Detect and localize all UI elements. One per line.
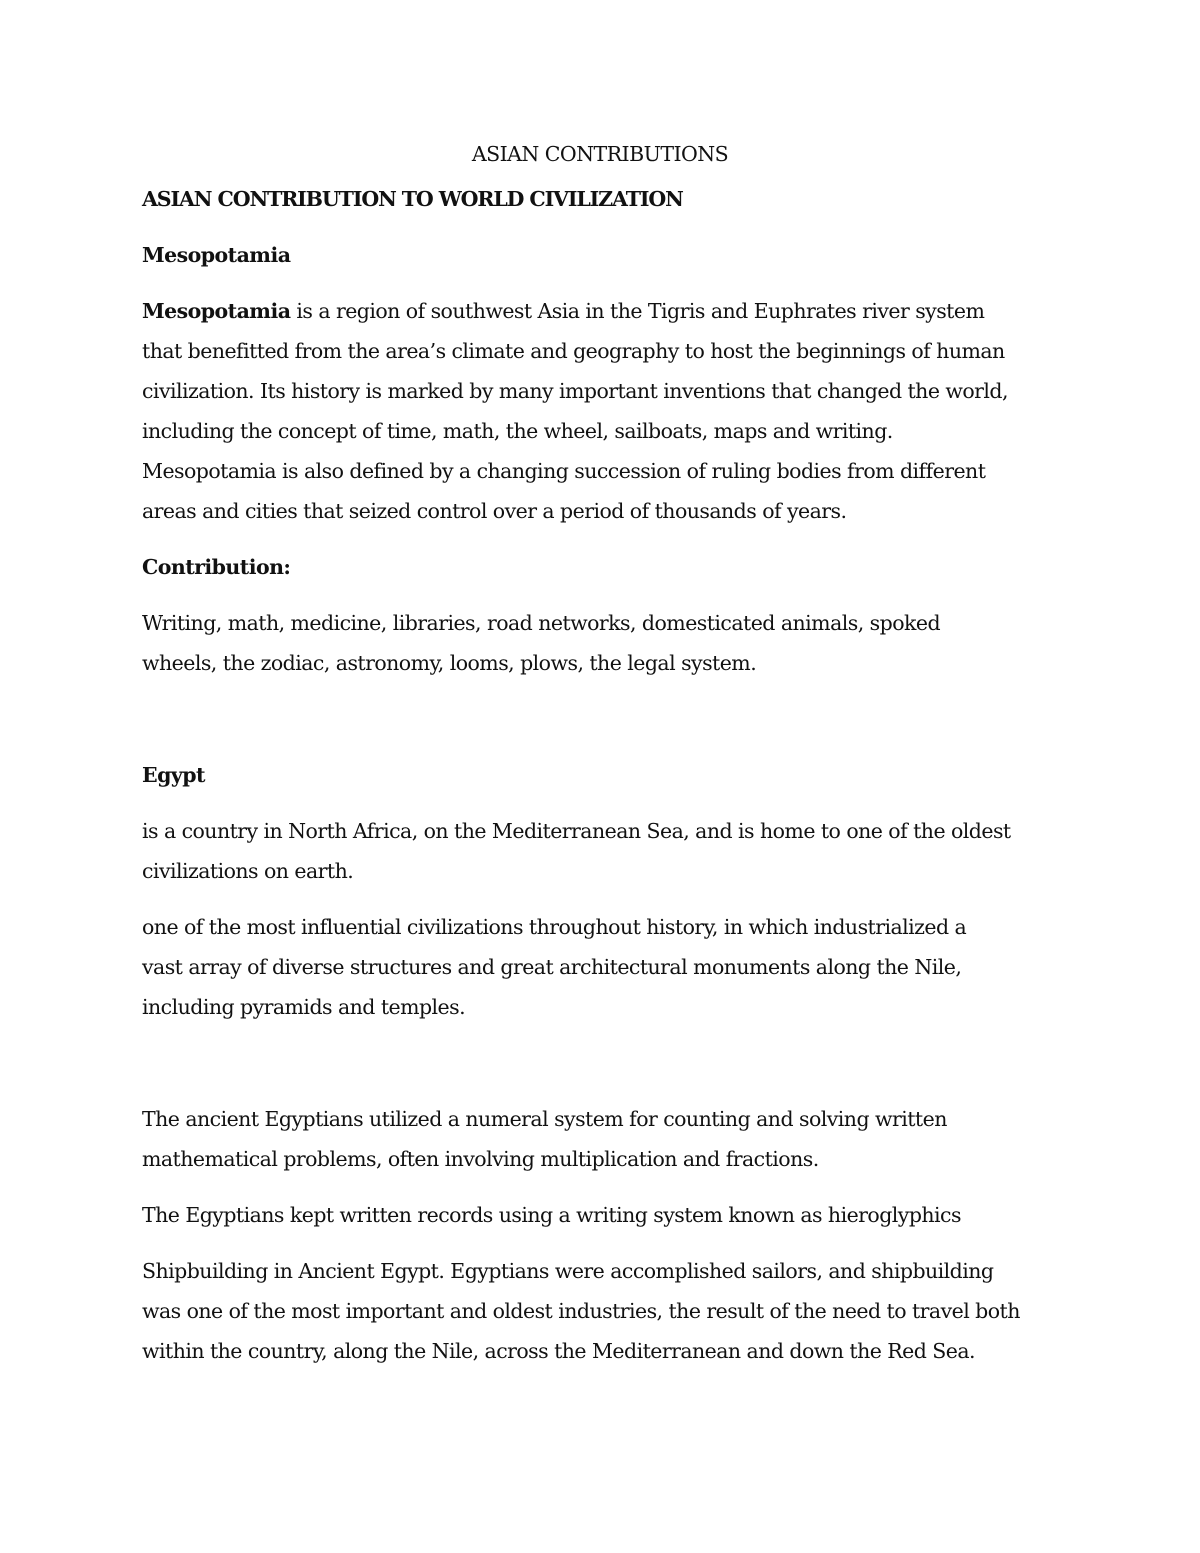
paragraph-line: The Egyptians kept written records using a writing system known as hieroglyphics: [142, 1203, 961, 1227]
paragraph-line: Mesopotamia is also defined by a changing succession of ruling bodies from different: [142, 459, 986, 483]
paragraph-line: Shipbuilding in Ancient Egypt. Egyptians were accomplished sailors, and shipbuilding: [142, 1259, 994, 1283]
contribution-heading: Contribution:: [142, 555, 291, 579]
paragraph-line: was one of the most important and oldest industries, the result of the need to travel both: [142, 1299, 1020, 1323]
paragraph-line: within the country, along the Nile, across the Mediterranean and down the Red Sea.: [142, 1339, 975, 1363]
paragraph-line: including pyramids and temples.: [142, 995, 466, 1019]
document-title: ASIAN CONTRIBUTIONS: [471, 142, 729, 166]
paragraph-line: civilizations on earth.: [142, 859, 354, 883]
section-heading-mesopotamia: Mesopotamia: [142, 243, 291, 267]
paragraph-line: The ancient Egyptians utilized a numeral system for counting and solving written: [142, 1107, 947, 1131]
contribution-line: Writing, math, medicine, libraries, road networks, domesticated animals, spoked: [142, 611, 941, 635]
paragraph-line: that benefitted from the area’s climate and geography to host the beginnings of human: [142, 339, 1005, 363]
section-heading-egypt: Egypt: [142, 763, 205, 787]
paragraph-line: including the concept of time, math, the wheel, sailboats, maps and writing.: [142, 419, 893, 443]
paragraph-line: is a country in North Africa, on the Mediterranean Sea, and is home to one of the oldest: [142, 819, 1011, 843]
contribution-line: wheels, the zodiac, astronomy, looms, plows, the legal system.: [142, 651, 757, 675]
paragraph-line: civilization. Its history is marked by many important inventions that changed the world,: [142, 379, 1008, 403]
bold-term: Mesopotamia: [142, 299, 291, 323]
paragraph-line: mathematical problems, often involving multiplication and fractions.: [142, 1147, 819, 1171]
paragraph-line: one of the most influential civilizations throughout history, in which industrialized a: [142, 915, 967, 939]
paragraph-line: [142, 298, 984, 324]
paragraph-line: vast array of diverse structures and great architectural monuments along the Nile,: [142, 955, 962, 979]
paragraph-text: is a region of southwest Asia in the Tigris and Euphrates river system: [290, 299, 985, 323]
paragraph-line: areas and cities that seized control over a period of thousands of years.: [142, 499, 847, 523]
document-subtitle: ASIAN CONTRIBUTION TO WORLD CIVILIZATION: [142, 187, 683, 211]
